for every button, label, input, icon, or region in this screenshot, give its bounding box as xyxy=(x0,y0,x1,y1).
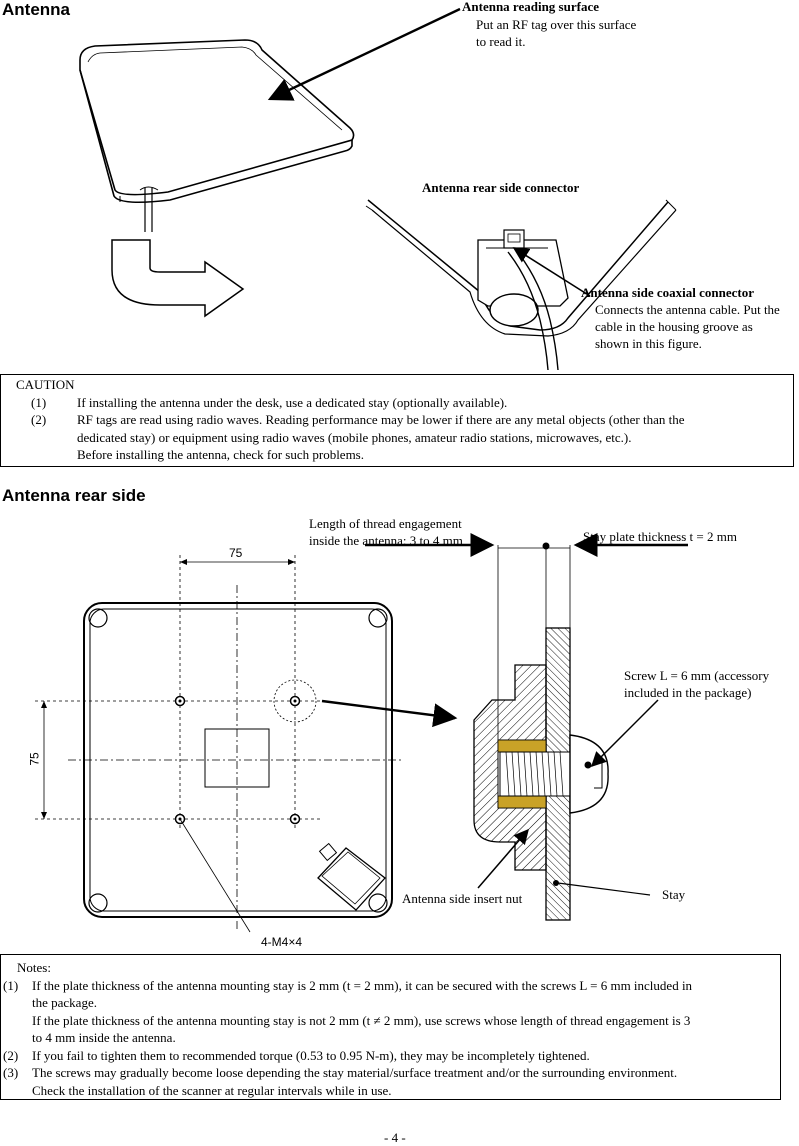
section-title-antenna: Antenna xyxy=(2,0,70,19)
screw-label-line2: included in the package) xyxy=(624,685,752,700)
antenna-illustration xyxy=(80,40,354,232)
thread-engagement-line1: Length of thread engagement xyxy=(309,516,462,531)
page-number: - 4 - xyxy=(384,1130,406,1145)
thread-engagement-line2: inside the antenna: 3 to 4 mm xyxy=(309,533,463,548)
note3-number: (3) xyxy=(3,1065,19,1080)
stay-thickness-label: Stay plate thickness t = 2 mm xyxy=(583,529,737,544)
reading-surface-desc-1: Put an RF tag over this surface xyxy=(476,17,637,32)
coaxial-desc-1: Connects the antenna cable. Put the xyxy=(595,302,780,317)
rear-connector-label: Antenna rear side connector xyxy=(422,180,580,195)
coaxial-desc-3: shown in this figure. xyxy=(595,336,702,351)
coaxial-desc-2: cable in the housing groove as xyxy=(595,319,753,334)
screw-spec-label: 4-M4×4 xyxy=(261,935,303,949)
stay-label: Stay xyxy=(662,887,686,902)
notes-heading: Notes: xyxy=(17,960,51,975)
reading-surface-label xyxy=(462,0,599,15)
rear-side-plan xyxy=(35,555,404,932)
reading-surface-desc-2: to read it. xyxy=(476,34,526,49)
caution-heading: CAUTION xyxy=(16,377,75,392)
dimension-horizontal: 75 xyxy=(229,546,243,560)
caution-item2-line2: dedicated stay) or equipment using radio waves (mobile phones, amateur radio stations, microwaves, etc.). xyxy=(77,429,632,445)
notes-box xyxy=(0,954,781,1100)
caution-item2-line1: RF tags are read using radio waves. Reading performance may be lower if there are any metal objects (other than the xyxy=(77,412,685,427)
caution-box xyxy=(0,374,794,467)
turn-over-arrow xyxy=(112,240,243,316)
screw-label-line1: Screw L = 6 mm (accessory xyxy=(624,668,770,683)
caution-item2-number: (2) xyxy=(31,412,47,427)
note1-line3: If the plate thickness of the antenna mounting stay is not 2 mm (t ≠ 2 mm), use screws whose length of thread engagement is 3 xyxy=(32,1012,691,1028)
caution-item1-text: If installing the antenna under the desk, use a dedicated stay (optionally available). xyxy=(77,394,508,410)
insert-nut-label: Antenna side insert nut xyxy=(402,891,523,906)
section-title-rear-side: Antenna rear side xyxy=(2,486,146,505)
reading-surface-arrow xyxy=(270,9,460,99)
reading-surface-title: Antenna reading surface xyxy=(462,0,599,14)
note1-line4: to 4 mm inside the antenna. xyxy=(32,1030,176,1045)
dimension-vertical: 75 xyxy=(27,752,42,766)
caution-item2-line3: Before installing the antenna, check for such problems. xyxy=(77,447,364,462)
note1-line1: If the plate thickness of the antenna mounting stay is 2 mm (t = 2 mm), it can be secured with the screws L = 6 mm included in xyxy=(32,977,693,993)
note3-line2: Check the installation of the scanner at regular intervals while in use. xyxy=(32,1082,392,1098)
note1-number: (1) xyxy=(3,977,19,993)
coaxial-connector-title: Antenna side coaxial connector xyxy=(581,285,754,300)
screw-leader xyxy=(592,700,658,766)
note3-line1: The screws may gradually become loose depending the stay material/surface treatment and/or the surrounding environment. xyxy=(32,1065,678,1080)
cross-section xyxy=(474,543,608,921)
note2-number: (2) xyxy=(3,1047,19,1063)
note1-line2: the package. xyxy=(32,995,97,1010)
stay-leader xyxy=(558,883,650,895)
caution-item1-number: (1) xyxy=(31,394,47,410)
note2-text: If you fail to tighten them to recommended torque (0.53 to 0.95 N-m), they may be incompletely tightened. xyxy=(32,1047,590,1063)
